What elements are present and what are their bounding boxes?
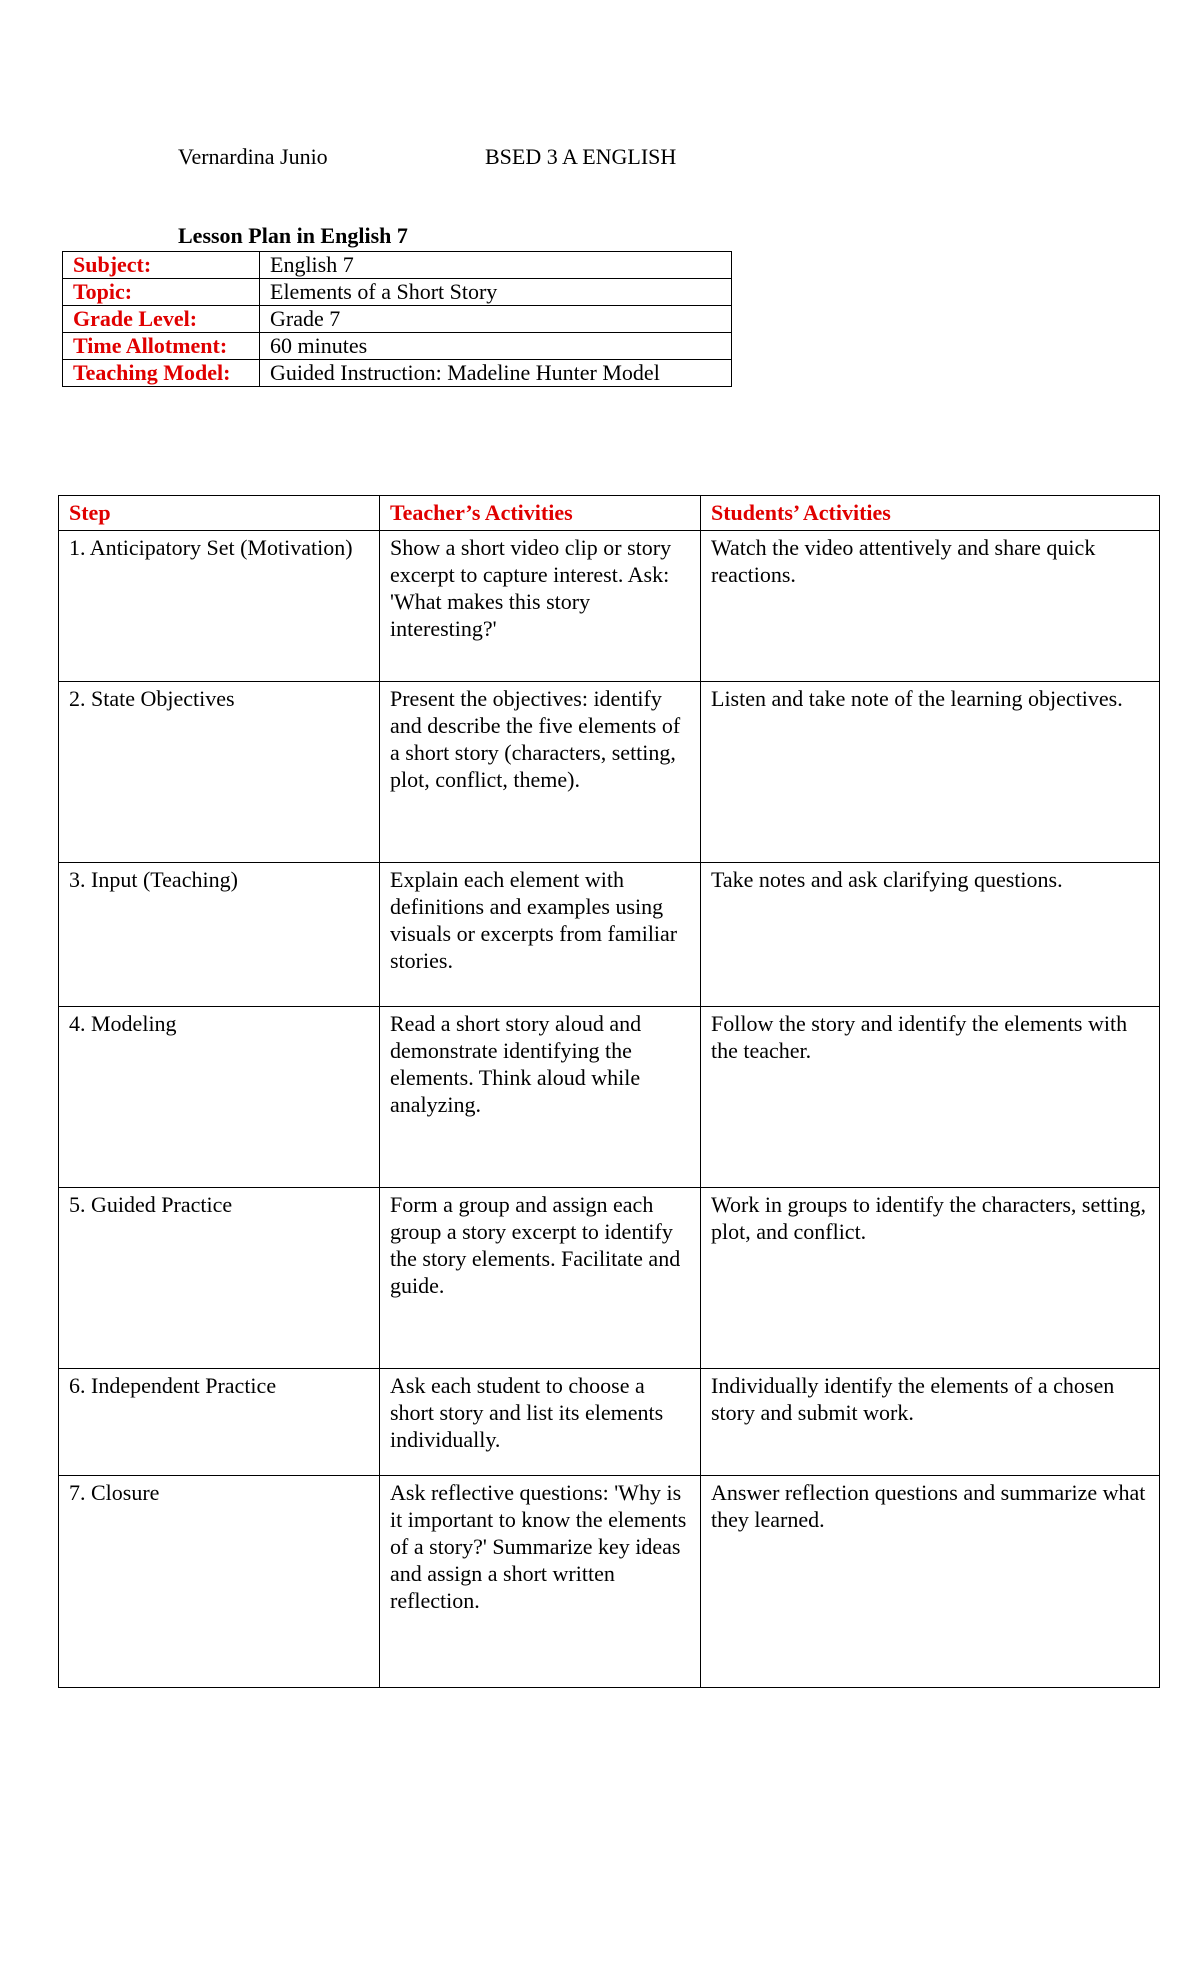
lesson-info-table (62, 251, 732, 387)
student-activity-cell: Listen and take note of the learning objectives. (701, 682, 1160, 863)
info-row-grade-level (63, 306, 732, 333)
step-cell: 6. Independent Practice (59, 1369, 380, 1476)
teacher-activity-cell: Show a short video clip or story excerpt to capture interest. Ask: 'What makes this story interesting?' (380, 531, 701, 682)
info-row-teaching-model (63, 360, 732, 387)
info-value: Grade 7 (260, 306, 732, 333)
author-name: Vernardina Junio (178, 144, 328, 169)
step-cell: 1. Anticipatory Set (Motivation) (59, 531, 380, 682)
lesson-steps-table (58, 495, 1160, 1688)
info-label: Grade Level: (63, 306, 260, 333)
info-label: Teaching Model: (63, 360, 260, 387)
info-label: Subject: (63, 252, 260, 279)
step-cell: 7. Closure (59, 1476, 380, 1688)
info-label: Topic: (63, 279, 260, 306)
step-cell: 2. State Objectives (59, 682, 380, 863)
table-row (59, 1007, 1160, 1188)
step-cell: 4. Modeling (59, 1007, 380, 1188)
info-value: 60 minutes (260, 333, 732, 360)
teacher-activity-cell: Explain each element with definitions and examples using visuals or excerpts from familiar stories. (380, 863, 701, 1007)
table-row (59, 682, 1160, 863)
step-cell: 5. Guided Practice (59, 1188, 380, 1369)
teacher-activity-cell: Read a short story aloud and demonstrate identifying the elements. Think aloud while analyzing. (380, 1007, 701, 1188)
info-value: Guided Instruction: Madeline Hunter Model (260, 360, 732, 387)
column-header-students: Students’ Activities (701, 496, 1160, 531)
student-activity-cell: Individually identify the elements of a chosen story and submit work. (701, 1369, 1160, 1476)
student-activity-cell: Follow the story and identify the elements with the teacher. (701, 1007, 1160, 1188)
page-title: Lesson Plan in English 7 (178, 223, 408, 248)
table-row (59, 531, 1160, 682)
student-activity-cell: Answer reflection questions and summarize what they learned. (701, 1476, 1160, 1688)
table-row (59, 1188, 1160, 1369)
info-row-subject (63, 252, 732, 279)
info-row-time-allotment (63, 333, 732, 360)
info-label: Time Allotment: (63, 333, 260, 360)
info-row-topic (63, 279, 732, 306)
student-activity-cell: Take notes and ask clarifying questions. (701, 863, 1160, 1007)
column-header-teacher: Teacher’s Activities (380, 496, 701, 531)
table-row (59, 863, 1160, 1007)
table-header-row (59, 496, 1160, 531)
table-row (59, 1476, 1160, 1688)
step-cell: 3. Input (Teaching) (59, 863, 380, 1007)
column-header-step: Step (59, 496, 380, 531)
info-value: Elements of a Short Story (260, 279, 732, 306)
teacher-activity-cell: Form a group and assign each group a story excerpt to identify the story elements. Facilitate and guide. (380, 1188, 701, 1369)
teacher-activity-cell: Ask each student to choose a short story and list its elements individually. (380, 1369, 701, 1476)
teacher-activity-cell: Ask reflective questions: 'Why is it important to know the elements of a story?' Summarize key ideas and assign a short written reflection. (380, 1476, 701, 1688)
student-activity-cell: Watch the video attentively and share quick reactions. (701, 531, 1160, 682)
table-row (59, 1369, 1160, 1476)
course-section: BSED 3 A ENGLISH (485, 144, 677, 169)
teacher-activity-cell: Present the objectives: identify and describe the five elements of a short story (characters, setting, plot, conflict, theme). (380, 682, 701, 863)
info-value: English 7 (260, 252, 732, 279)
student-activity-cell: Work in groups to identify the characters, setting, plot, and conflict. (701, 1188, 1160, 1369)
